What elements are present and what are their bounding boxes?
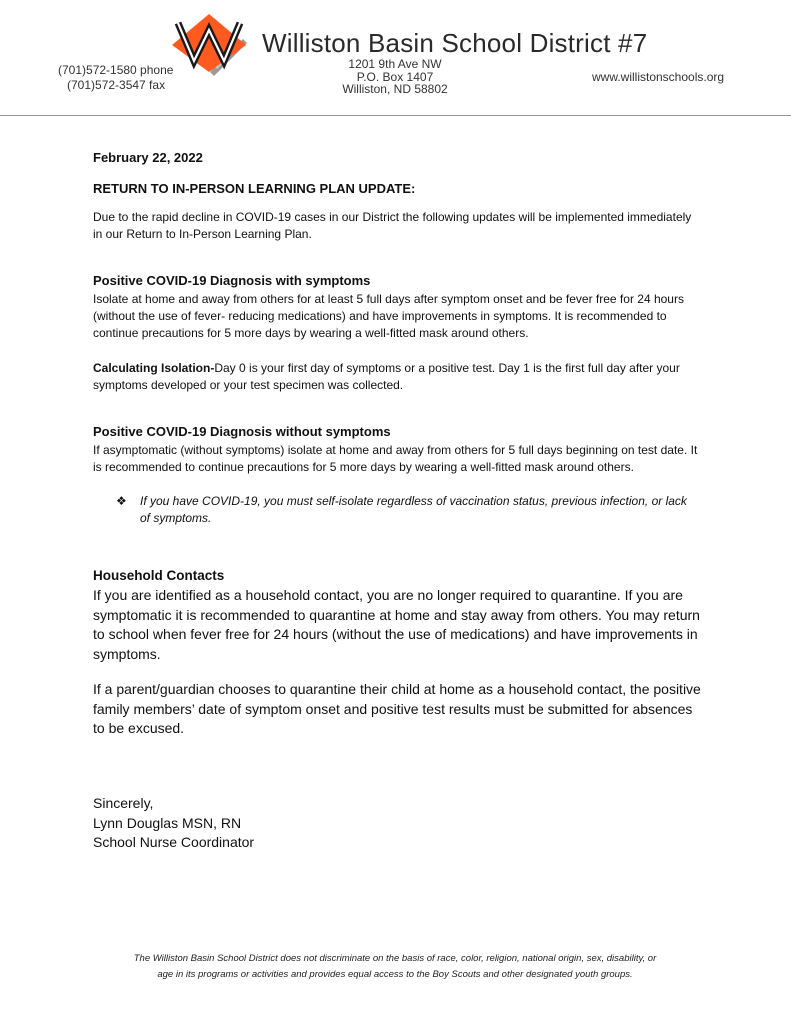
calculating-isolation-paragraph (93, 360, 703, 394)
letter-date: February 22, 2022 (93, 150, 203, 165)
diamond-bullet-icon: ❖ (116, 494, 127, 508)
address-line: 1201 9th Ave NW (348, 57, 442, 71)
address-line: Williston, ND 58802 (342, 82, 448, 96)
district-address (300, 58, 490, 96)
bullet-text: If you have COVID-19, you must self-isolate regardless of vaccination status, previous infection, or lack of symptoms. (140, 494, 687, 525)
section-text-without-symptoms: If asymptomatic (without symptoms) isolate at home and away from others for 5 full days beginning on test date. It is recommended to continue precautions for 5 more days by wearing a well-fitted mask around others. (93, 443, 698, 474)
salutation: Sincerely, (93, 795, 154, 811)
section-text-with-symptoms: Isolate at home and away from others for at least 5 full days after symptom onset and be fever free for 24 hours (without the use of fever- reducing medications) and have improvements in symptoms. It is recommended to continue precautions for 5 more days by wearing a well-fitted mask around others. (93, 292, 684, 340)
letter-heading: RETURN TO IN-PERSON LEARNING PLAN UPDATE: (93, 181, 416, 196)
signer-name: Lynn Douglas MSN, RN (93, 814, 242, 831)
section-text-household: If you are identified as a household contact, you are no longer required to quarantine. If you are symptomatic it is recommended to quarantine at home and stay away from others. You may return to school when fever free for 24 hours (without the use of medications) and have improvements in symptoms. (93, 587, 700, 662)
district-logo-icon (170, 14, 248, 76)
footer-line: age in its programs or activities and provides equal access to the Boy Scouts and other designated youth groups. (157, 968, 633, 980)
signer-title: School Nurse Coordinator (93, 834, 255, 850)
section-title-with-symptoms: Positive COVID-19 Diagnosis with symptoms (93, 273, 371, 288)
section-text-household-2: If a parent/guardian chooses to quarantine their child at home as a household contact, the positive family members’ date of symptom onset and positive test results must be submitted for absences to be excused. (93, 681, 701, 736)
section-title-household: Household Contacts (93, 568, 225, 583)
phone-number: (701)572-1580 phone (58, 63, 174, 77)
header-divider (0, 115, 791, 116)
section-title-without-symptoms: Positive COVID-19 Diagnosis without symptoms (93, 424, 391, 439)
letter-closing (93, 794, 703, 853)
calc-label: Calculating Isolation- (93, 361, 215, 375)
address-line: P.O. Box 1407 (356, 69, 434, 84)
website-url: www.willistonschools.org (592, 70, 725, 84)
district-name: Williston Basin School District #7 (262, 28, 648, 58)
nondiscrimination-footer (95, 951, 695, 982)
footer-line: The Williston Basin School District does not discriminate on the basis of race, color, religion, national origin, sex, disability, or (133, 953, 657, 964)
contact-numbers (58, 63, 173, 92)
fax-number: (701)572-3547 fax (67, 77, 166, 92)
intro-paragraph: Due to the rapid decline in COVID-19 cases in our District the following updates will be implemented immediately in our Return to In-Person Learning Plan. (93, 210, 692, 241)
calc-text: Day 0 is your first day of symptoms or a positive test. Day 1 is the first full day after your symptoms developed or your test specimen was collected. (93, 361, 680, 392)
